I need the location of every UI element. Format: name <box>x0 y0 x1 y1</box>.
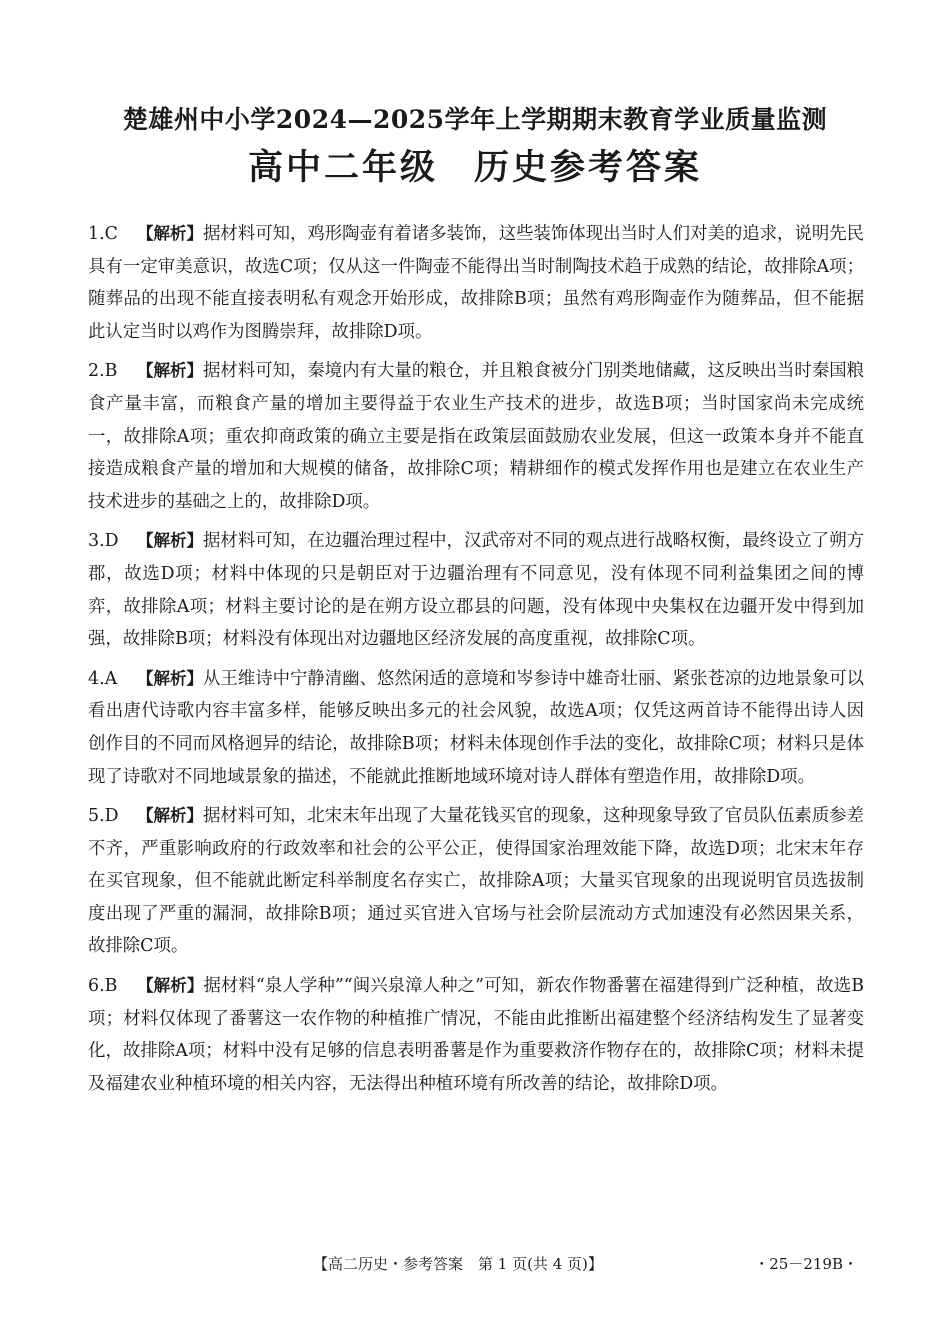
document-title: 楚雄州中小学2024—2025学年上学期期末教育学业质量监测 <box>122 105 828 134</box>
answer-item-4 <box>88 663 864 793</box>
answer-number: 4.A <box>88 668 118 689</box>
answer-item-5 <box>88 800 864 963</box>
grade-label: 高中二年级 <box>247 147 438 188</box>
answer-text: 据材料可知，在边疆治理过程中，汉武帝对不同的观点进行战略权衡，最终设立了朔方郡，故选D项；材料中体现的只是朝臣对于边疆治理有不同意见，没有体现不同利益集团之间的博弈，故排除A项；材料主要讨论的是在朔方设立郡县的问题，没有体现中央集权在边疆开发中得到加强，故排除B项；材料没有体现出对边疆地区经济发展的高度重视，故排除C项。 <box>88 531 865 650</box>
answer-number: 2.B <box>88 361 118 382</box>
answer-list <box>88 218 864 1107</box>
answer-item-1 <box>88 218 864 348</box>
answer-item-2 <box>88 355 864 518</box>
footer-code: ・25－219B・ <box>754 1255 858 1273</box>
analysis-tag: 【解析】 <box>137 806 204 826</box>
answer-text: 据材料“泉人学种”“闽兴泉漳人种之”可知，新农作物番薯在福建得到广泛种植，故选B项；材料仅体现了番薯这一农作物的种植推广情况，不能由此推断出福建整个经济结构发生了显著变化，故排除A项；材料中没有足够的信息表明番薯是作为重要救济作物存在的，故排除C项；材料未提及福建农业种植环境的相关内容，无法得出种植环境有所改善的结论，故排除D项。 <box>88 976 864 1094</box>
answer-text: 据材料可知，秦境内有大量的粮仓，并且粮食被分门别类地储藏，这反映出当时秦国粮食产量丰富，而粮食产量的增加主要得益于农业生产技术的进步，故选B项；当时国家尚未完成统一，故排除A项；重农抑商政策的确立主要是指在政策层面鼓励农业发展，但这一政策本身并不能直接造成粮食产量的增加和大规模的储备，故排除C项；精耕细作的模式发挥作用也是建立在农业生产技术进步的基础之上的，故排除D项。 <box>88 361 865 512</box>
answer-text: 据材料可知，北宋末年出现了大量花钱买官的现象，这种现象导致了官员队伍素质参差不齐，严重影响政府的行政效率和社会的公平公正，使得国家治理效能下降，故选D项；北宋末年存在买官现象，但不能就此断定科举制度名存实亡，故排除A项；大量买官现象的出现说明官员选拔制度出现了严重的漏洞，故排除B项；通过买官进入官场与社会阶层流动方式加速没有必然因果关系，故排除C项。 <box>88 806 865 957</box>
analysis-tag: 【解析】 <box>137 224 204 243</box>
answer-number: 1.C <box>88 224 118 244</box>
answer-item-6 <box>88 970 864 1100</box>
answer-text: 据材料可知，鸡形陶壶有着诸多装饰，这些装饰体现出当时人们对美的追求，说明先民具有一定审美意识，故选C项；仅从这一件陶壶不能得出当时制陶技术趋于成熟的结论，故排除A项；随葬品的出现不能直接表明私有观念开始形成，故排除B项；虽然有鸡形陶壶作为随葬品，但不能据此认定当时以鸡作为图腾崇拜，故排除D项。 <box>88 224 865 342</box>
analysis-tag: 【解析】 <box>137 531 204 551</box>
answer-number: 5.D <box>88 806 119 827</box>
answer-number: 3.D <box>88 531 119 552</box>
answer-item-3 <box>88 525 864 655</box>
answer-number: 6.B <box>88 976 118 997</box>
answer-text: 从王维诗中宁静清幽、悠然闲适的意境和岑参诗中雄奇壮丽、紧张苍凉的边地景象可以看出唐代诗歌内容丰富多样，能够反映出多元的社会风貌，故选A项；仅凭这两首诗不能得出诗人因创作目的不同而风格迥异的结论，故排除B项；材料未体现创作手法的变化，故排除C项；材料只是体现了诗歌对不同地域景象的描述，不能就此推断地域环境对诗人群体有塑造作用，故排除D项。 <box>88 668 865 787</box>
footer-page-info: 【高二历史・参考答案 第 1 页(共 4 页)】 <box>313 1255 603 1273</box>
document-subtitle <box>0 146 950 190</box>
analysis-tag: 【解析】 <box>137 361 204 381</box>
analysis-tag: 【解析】 <box>137 668 204 688</box>
subject-label: 历史参考答案 <box>474 147 703 188</box>
analysis-tag: 【解析】 <box>137 976 204 996</box>
